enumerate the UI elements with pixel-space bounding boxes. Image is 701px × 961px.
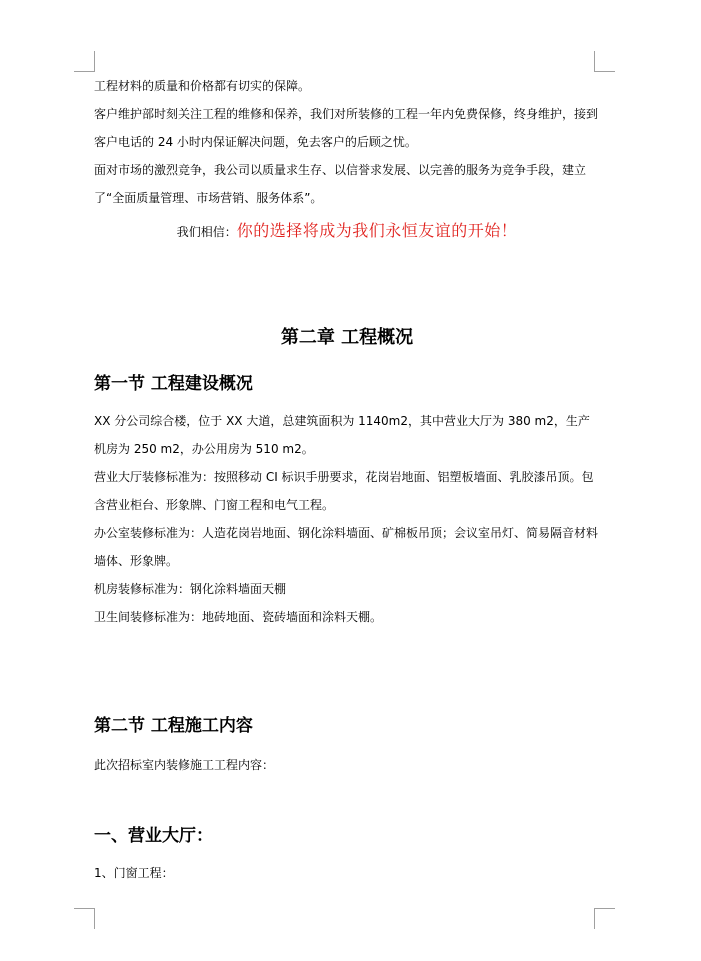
chapter-title: 第二章 工程概况 <box>280 327 414 348</box>
page-corner-top-left <box>74 51 95 72</box>
paragraph-office-standard: 办公室装修标准为：人造花岗岩地面、钢化涂料墙面、矿棉板吊顶；会议室吊灯、简易隔音材料墙体、形象牌。 <box>94 526 599 568</box>
page-corner-top-right <box>594 51 615 72</box>
subsection-title-hall: 一、营业大厅： <box>94 826 213 846</box>
paragraph-material-quality: 工程材料的质量和价格都有切实的保障。 <box>94 79 311 93</box>
motto-lead: 我们相信： <box>176 225 237 239</box>
paragraph-machine-room-standard: 机房装修标准为：钢化涂料墙面天棚 <box>94 582 287 596</box>
motto-highlight: 你的选择将成为我们永恒友谊的开始！ <box>236 221 518 240</box>
page-corner-bottom-right <box>594 908 615 929</box>
motto-line <box>94 214 600 249</box>
section-title-overview: 第一节 工程建设概况 <box>94 374 253 394</box>
paragraph-construction-intro: 此次招标室内装修施工工程内容： <box>94 758 275 772</box>
paragraph-building-info: XX 分公司综合楼，位于 XX 大道，总建筑面积为 1140m2，其中营业大厅为 380 m2，生产机房为 250 m2，办公用房为 510 m2。 <box>94 414 590 456</box>
section-title-construction: 第二节 工程施工内容 <box>94 716 253 736</box>
paragraph-market-competition: 面对市场的激烈竞争，我公司以质量求生存、以信誉求发展、以完善的服务为竞争手段，建立了“全面质量管理、市场营销、服务体系”。 <box>94 163 587 205</box>
document-body <box>94 72 600 887</box>
paragraph-customer-maintenance: 客户维护部时刻关注工程的维修和保养，我们对所装修的工程一年内免费保修，终身维护，接到客户电话的 24 小时内保证解决问题，免去客户的后顾之忧。 <box>94 107 599 149</box>
page-corner-bottom-left <box>74 908 95 929</box>
paragraph-restroom-standard: 卫生间装修标准为：地砖地面、瓷砖墙面和涂料天棚。 <box>94 610 383 624</box>
list-item-doors-windows: 1、门窗工程： <box>94 866 174 880</box>
paragraph-hall-standard: 营业大厅装修标准为：按照移动 CI 标识手册要求，花岗岩地面、铝塑板墙面、乳胶漆吊顶。包含营业柜台、形象牌、门窗工程和电气工程。 <box>94 470 594 512</box>
